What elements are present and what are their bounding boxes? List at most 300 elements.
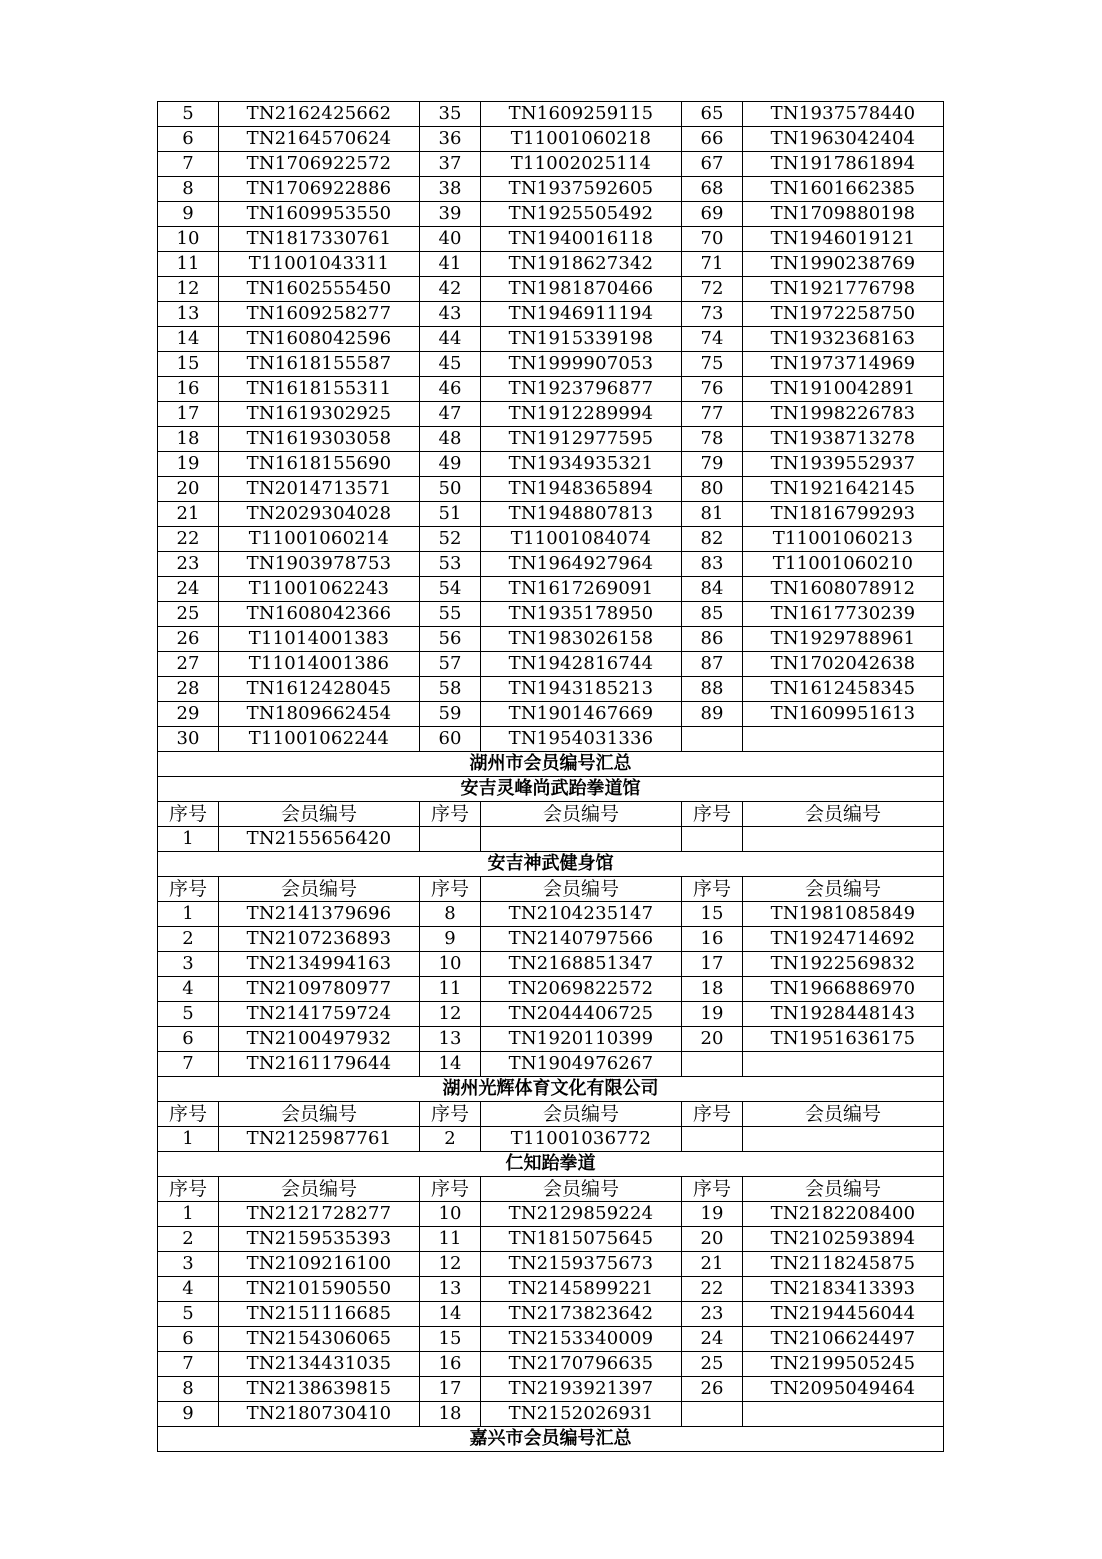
serial-number: 67	[682, 152, 743, 177]
serial-number: 58	[420, 677, 481, 702]
member-id: TN2199505245	[743, 1352, 944, 1377]
member-id: TN2118245875	[743, 1252, 944, 1277]
serial-number: 2	[158, 927, 219, 952]
member-id: TN1920110399	[481, 1027, 682, 1052]
serial-number: 14	[158, 327, 219, 352]
member-id: TN1999907053	[481, 352, 682, 377]
member-id: TN2102593894	[743, 1227, 944, 1252]
member-id: TN2159375673	[481, 1252, 682, 1277]
serial-number: 28	[158, 677, 219, 702]
member-id: TN2141379696	[219, 902, 420, 927]
member-id: TN2107236893	[219, 927, 420, 952]
member-id: TN2101590550	[219, 1277, 420, 1302]
serial-number: 49	[420, 452, 481, 477]
serial-number: 8	[158, 1377, 219, 1402]
member-id: TN1618155587	[219, 352, 420, 377]
table-row	[158, 727, 944, 752]
member-id: TN1618155690	[219, 452, 420, 477]
serial-number: 81	[682, 502, 743, 527]
serial-number: 68	[682, 177, 743, 202]
serial-number: 59	[420, 702, 481, 727]
serial-number: 47	[420, 402, 481, 427]
serial-number: 19	[682, 1002, 743, 1027]
section-title: 湖州市会员编号汇总	[158, 752, 944, 777]
serial-number: 1	[158, 827, 219, 852]
empty-cell	[682, 1127, 743, 1152]
member-id: TN1943185213	[481, 677, 682, 702]
table-row	[158, 202, 944, 227]
serial-number: 8	[420, 902, 481, 927]
member-id: T11001060218	[481, 127, 682, 152]
member-id: TN2151116685	[219, 1302, 420, 1327]
member-id: TN1946911194	[481, 302, 682, 327]
serial-number: 51	[420, 502, 481, 527]
header-member-id: 会员编号	[481, 802, 682, 827]
serial-number: 5	[158, 102, 219, 127]
table-row	[158, 952, 944, 977]
serial-number: 6	[158, 1027, 219, 1052]
member-id: TN2164570624	[219, 127, 420, 152]
serial-number: 7	[158, 1352, 219, 1377]
header-member-id: 会员编号	[481, 1177, 682, 1202]
serial-number: 21	[158, 502, 219, 527]
serial-number: 10	[420, 952, 481, 977]
serial-number: 5	[158, 1002, 219, 1027]
member-id: TN1939552937	[743, 452, 944, 477]
member-id: TN2106624497	[743, 1327, 944, 1352]
empty-cell	[743, 727, 944, 752]
member-id: TN2193921397	[481, 1377, 682, 1402]
member-id: TN2125987761	[219, 1127, 420, 1152]
serial-number: 14	[420, 1052, 481, 1077]
serial-number: 9	[158, 202, 219, 227]
serial-number: 1	[158, 1202, 219, 1227]
member-id: T11001062244	[219, 727, 420, 752]
member-id: TN2138639815	[219, 1377, 420, 1402]
empty-cell	[743, 827, 944, 852]
header-no: 序号	[420, 877, 481, 902]
serial-number: 12	[158, 277, 219, 302]
member-id: TN1608078912	[743, 577, 944, 602]
serial-number: 45	[420, 352, 481, 377]
section-title: 安吉神武健身馆	[158, 852, 944, 877]
member-id: TN1612458345	[743, 677, 944, 702]
header-member-id: 会员编号	[481, 1102, 682, 1127]
member-id: TN2159535393	[219, 1227, 420, 1252]
section-title-row	[158, 1427, 944, 1452]
serial-number: 43	[420, 302, 481, 327]
member-id: TN2014713571	[219, 477, 420, 502]
serial-number: 21	[682, 1252, 743, 1277]
header-no: 序号	[420, 1177, 481, 1202]
serial-number: 72	[682, 277, 743, 302]
table-row	[158, 177, 944, 202]
serial-number: 20	[158, 477, 219, 502]
member-id: TN1619302925	[219, 402, 420, 427]
empty-cell	[682, 827, 743, 852]
member-id: TN2141759724	[219, 1002, 420, 1027]
serial-number: 5	[158, 1302, 219, 1327]
member-id: TN2173823642	[481, 1302, 682, 1327]
serial-number: 30	[158, 727, 219, 752]
table-row	[158, 352, 944, 377]
member-id: T11001062243	[219, 577, 420, 602]
empty-cell	[682, 1402, 743, 1427]
serial-number: 16	[682, 927, 743, 952]
member-id: TN2134994163	[219, 952, 420, 977]
table-row	[158, 1302, 944, 1327]
member-id: TN1915339198	[481, 327, 682, 352]
table-row	[158, 252, 944, 277]
member-id: TN2183413393	[743, 1277, 944, 1302]
table-row	[158, 927, 944, 952]
section-title-row	[158, 1077, 944, 1102]
table-row	[158, 1052, 944, 1077]
serial-number: 12	[420, 1252, 481, 1277]
member-id-table	[157, 101, 944, 1452]
serial-number: 41	[420, 252, 481, 277]
member-id: TN1964927964	[481, 552, 682, 577]
empty-cell	[682, 727, 743, 752]
serial-number: 7	[158, 152, 219, 177]
member-id: TN1990238769	[743, 252, 944, 277]
member-id: TN1904976267	[481, 1052, 682, 1077]
section-title-row	[158, 1152, 944, 1177]
serial-number: 9	[158, 1402, 219, 1427]
serial-number: 86	[682, 627, 743, 652]
member-id: TN2161179644	[219, 1052, 420, 1077]
member-id: TN1619303058	[219, 427, 420, 452]
section-title: 湖州光辉体育文化有限公司	[158, 1077, 944, 1102]
table-row	[158, 227, 944, 252]
member-id: TN1912289994	[481, 402, 682, 427]
serial-number: 52	[420, 527, 481, 552]
member-id: TN1918627342	[481, 252, 682, 277]
serial-number: 9	[420, 927, 481, 952]
member-id: TN1929788961	[743, 627, 944, 652]
serial-number: 36	[420, 127, 481, 152]
serial-number: 3	[158, 952, 219, 977]
serial-number: 54	[420, 577, 481, 602]
section-title: 仁知跆拳道	[158, 1152, 944, 1177]
member-id: TN1601662385	[743, 177, 944, 202]
member-id: TN1903978753	[219, 552, 420, 577]
header-member-id: 会员编号	[743, 1102, 944, 1127]
serial-number: 25	[682, 1352, 743, 1377]
member-id: TN1966886970	[743, 977, 944, 1002]
serial-number: 14	[420, 1302, 481, 1327]
member-id: TN1951636175	[743, 1027, 944, 1052]
section-title-row	[158, 777, 944, 802]
serial-number: 71	[682, 252, 743, 277]
serial-number: 44	[420, 327, 481, 352]
member-id: TN1809662454	[219, 702, 420, 727]
member-id: TN1921642145	[743, 477, 944, 502]
member-id: TN1948807813	[481, 502, 682, 527]
member-id: TN2152026931	[481, 1402, 682, 1427]
serial-number: 89	[682, 702, 743, 727]
serial-number: 77	[682, 402, 743, 427]
table-row	[158, 677, 944, 702]
member-id: TN2154306065	[219, 1327, 420, 1352]
member-id: TN1706922886	[219, 177, 420, 202]
member-id: TN1983026158	[481, 627, 682, 652]
serial-number: 17	[158, 402, 219, 427]
table-row	[158, 1027, 944, 1052]
member-id: TN1609951613	[743, 702, 944, 727]
member-id: TN1608042366	[219, 602, 420, 627]
serial-number: 18	[158, 427, 219, 452]
member-id: TN1972258750	[743, 302, 944, 327]
member-id: TN1921776798	[743, 277, 944, 302]
table-row	[158, 277, 944, 302]
table-row	[158, 1127, 944, 1152]
serial-number: 18	[420, 1402, 481, 1427]
header-member-id: 会员编号	[481, 877, 682, 902]
serial-number: 42	[420, 277, 481, 302]
serial-number: 29	[158, 702, 219, 727]
serial-number: 53	[420, 552, 481, 577]
serial-number: 11	[420, 977, 481, 1002]
serial-number: 13	[420, 1277, 481, 1302]
table-row	[158, 902, 944, 927]
empty-cell	[481, 827, 682, 852]
serial-number: 60	[420, 727, 481, 752]
header-member-id: 会员编号	[219, 877, 420, 902]
header-member-id: 会员编号	[743, 802, 944, 827]
member-id: TN1998226783	[743, 402, 944, 427]
serial-number: 48	[420, 427, 481, 452]
serial-number: 10	[420, 1202, 481, 1227]
column-header-row	[158, 802, 944, 827]
serial-number: 18	[682, 977, 743, 1002]
member-id: TN2044406725	[481, 1002, 682, 1027]
member-id: TN2069822572	[481, 977, 682, 1002]
serial-number: 39	[420, 202, 481, 227]
serial-number: 79	[682, 452, 743, 477]
serial-number: 20	[682, 1027, 743, 1052]
serial-number: 50	[420, 477, 481, 502]
member-id: TN1954031336	[481, 727, 682, 752]
serial-number: 35	[420, 102, 481, 127]
empty-cell	[420, 827, 481, 852]
column-header-row	[158, 877, 944, 902]
table-row	[158, 1202, 944, 1227]
member-id: TN2168851347	[481, 952, 682, 977]
member-id: T11002025114	[481, 152, 682, 177]
table-row	[158, 377, 944, 402]
member-id: TN1815075645	[481, 1227, 682, 1252]
serial-number: 3	[158, 1252, 219, 1277]
member-id: TN1973714969	[743, 352, 944, 377]
serial-number: 24	[682, 1327, 743, 1352]
header-no: 序号	[158, 877, 219, 902]
serial-number: 19	[158, 452, 219, 477]
table-row	[158, 1227, 944, 1252]
serial-number: 16	[420, 1352, 481, 1377]
member-id: TN1935178950	[481, 602, 682, 627]
table-row	[158, 402, 944, 427]
member-id: T11014001383	[219, 627, 420, 652]
serial-number: 22	[158, 527, 219, 552]
member-id: TN1937592605	[481, 177, 682, 202]
table-row	[158, 602, 944, 627]
table-row	[158, 527, 944, 552]
member-id: TN2194456044	[743, 1302, 944, 1327]
serial-number: 78	[682, 427, 743, 452]
member-id: TN1618155311	[219, 377, 420, 402]
member-id: TN1612428045	[219, 677, 420, 702]
serial-number: 2	[420, 1127, 481, 1152]
member-id: TN1816799293	[743, 502, 944, 527]
serial-number: 74	[682, 327, 743, 352]
header-member-id: 会员编号	[219, 1177, 420, 1202]
member-id: TN1709880198	[743, 202, 944, 227]
header-no: 序号	[682, 877, 743, 902]
header-member-id: 会员编号	[219, 802, 420, 827]
member-id: T11014001386	[219, 652, 420, 677]
serial-number: 84	[682, 577, 743, 602]
table-row	[158, 1377, 944, 1402]
serial-number: 75	[682, 352, 743, 377]
table-row	[158, 102, 944, 127]
serial-number: 2	[158, 1227, 219, 1252]
member-id: TN2095049464	[743, 1377, 944, 1402]
serial-number: 13	[420, 1027, 481, 1052]
serial-number: 83	[682, 552, 743, 577]
table-row	[158, 1327, 944, 1352]
member-id: TN1938713278	[743, 427, 944, 452]
table-row	[158, 327, 944, 352]
serial-number: 73	[682, 302, 743, 327]
member-id: T11001084074	[481, 527, 682, 552]
member-id: TN2145899221	[481, 1277, 682, 1302]
member-id: TN1910042891	[743, 377, 944, 402]
member-id: TN2182208400	[743, 1202, 944, 1227]
table-row	[158, 1352, 944, 1377]
serial-number: 38	[420, 177, 481, 202]
member-id: T11001060214	[219, 527, 420, 552]
serial-number: 26	[158, 627, 219, 652]
header-member-id: 会员编号	[743, 1177, 944, 1202]
section-title: 嘉兴市会员编号汇总	[158, 1427, 944, 1452]
member-id: TN2104235147	[481, 902, 682, 927]
serial-number: 69	[682, 202, 743, 227]
member-id: TN1702042638	[743, 652, 944, 677]
serial-number: 11	[158, 252, 219, 277]
header-no: 序号	[682, 1177, 743, 1202]
table-row	[158, 1277, 944, 1302]
member-id: TN2153340009	[481, 1327, 682, 1352]
serial-number: 16	[158, 377, 219, 402]
table-row	[158, 702, 944, 727]
header-no: 序号	[682, 802, 743, 827]
member-id: TN2134431035	[219, 1352, 420, 1377]
empty-cell	[743, 1052, 944, 1077]
serial-number: 37	[420, 152, 481, 177]
serial-number: 66	[682, 127, 743, 152]
member-id: TN1981870466	[481, 277, 682, 302]
member-id: TN1923796877	[481, 377, 682, 402]
member-id: TN1946019121	[743, 227, 944, 252]
member-id: TN1617269091	[481, 577, 682, 602]
table-row	[158, 577, 944, 602]
member-id: TN2129859224	[481, 1202, 682, 1227]
member-id: TN2140797566	[481, 927, 682, 952]
header-no: 序号	[420, 802, 481, 827]
member-id: TN1608042596	[219, 327, 420, 352]
member-id: TN2121728277	[219, 1202, 420, 1227]
table-row	[158, 827, 944, 852]
serial-number: 13	[158, 302, 219, 327]
member-id: TN1609259115	[481, 102, 682, 127]
table-row	[158, 1002, 944, 1027]
serial-number: 82	[682, 527, 743, 552]
serial-number: 1	[158, 1127, 219, 1152]
table-row	[158, 1402, 944, 1427]
member-id: TN1609258277	[219, 302, 420, 327]
serial-number: 15	[682, 902, 743, 927]
section-title: 安吉灵峰尚武跆拳道馆	[158, 777, 944, 802]
serial-number: 25	[158, 602, 219, 627]
header-no: 序号	[158, 1102, 219, 1127]
serial-number: 22	[682, 1277, 743, 1302]
serial-number: 26	[682, 1377, 743, 1402]
table-row	[158, 1252, 944, 1277]
empty-cell	[743, 1127, 944, 1152]
table-row	[158, 477, 944, 502]
serial-number: 56	[420, 627, 481, 652]
table-row	[158, 452, 944, 477]
empty-cell	[743, 1402, 944, 1427]
serial-number: 40	[420, 227, 481, 252]
serial-number: 70	[682, 227, 743, 252]
serial-number: 23	[682, 1302, 743, 1327]
serial-number: 6	[158, 1327, 219, 1352]
member-id: T11001036772	[481, 1127, 682, 1152]
header-member-id: 会员编号	[219, 1102, 420, 1127]
member-id: TN1917861894	[743, 152, 944, 177]
table-row	[158, 427, 944, 452]
serial-number: 17	[682, 952, 743, 977]
serial-number: 65	[682, 102, 743, 127]
member-id: TN1948365894	[481, 477, 682, 502]
serial-number: 87	[682, 652, 743, 677]
table-row	[158, 127, 944, 152]
member-id: TN1928448143	[743, 1002, 944, 1027]
table-row	[158, 627, 944, 652]
column-header-row	[158, 1177, 944, 1202]
member-id: TN2180730410	[219, 1402, 420, 1427]
member-id: T11001060213	[743, 527, 944, 552]
member-id: TN1602555450	[219, 277, 420, 302]
serial-number: 20	[682, 1227, 743, 1252]
header-no: 序号	[158, 1177, 219, 1202]
member-id: TN1922569832	[743, 952, 944, 977]
header-no: 序号	[682, 1102, 743, 1127]
serial-number: 57	[420, 652, 481, 677]
member-id: TN1937578440	[743, 102, 944, 127]
table-row	[158, 502, 944, 527]
serial-number: 27	[158, 652, 219, 677]
serial-number: 4	[158, 1277, 219, 1302]
member-id: TN2155656420	[219, 827, 420, 852]
serial-number: 46	[420, 377, 481, 402]
member-id: TN1963042404	[743, 127, 944, 152]
serial-number: 76	[682, 377, 743, 402]
serial-number: 23	[158, 552, 219, 577]
member-id: T11001060210	[743, 552, 944, 577]
